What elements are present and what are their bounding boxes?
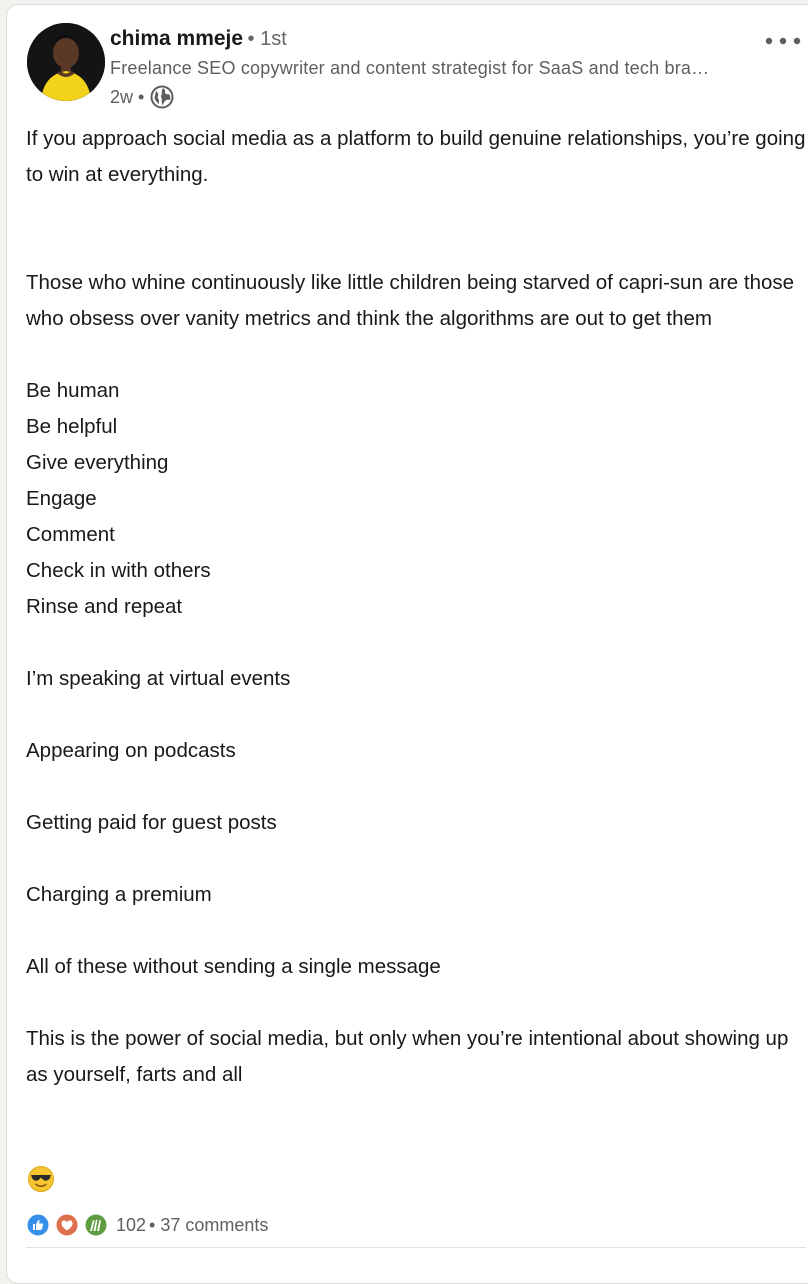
sunglasses-emoji-icon	[27, 1165, 55, 1193]
avatar-photo	[27, 23, 105, 101]
post-paragraph: Those who whine continuously like little children being starved of capri-sun are those who obsess over vanity metrics and think the algorithms are out to get them	[26, 271, 795, 330]
post-card	[6, 4, 808, 1284]
post-line: Getting paid for guest posts	[26, 811, 277, 834]
post-line: Give everything	[26, 451, 169, 474]
post-line: Check in with others	[26, 559, 211, 582]
love-icon	[55, 1213, 79, 1237]
post-line: Be helpful	[26, 415, 118, 438]
author-name[interactable]: chima mmeje	[110, 27, 244, 50]
post-line: Be human	[26, 379, 120, 402]
more-options-icon[interactable]	[763, 29, 803, 53]
post-paragraph: If you approach social media as a platform to build genuine relationships, you’re going to win at everything.	[26, 127, 806, 186]
post-line: Appearing on podcasts	[26, 739, 236, 762]
globe-icon	[150, 85, 174, 109]
social-counts[interactable]	[26, 1211, 268, 1239]
support-icon	[84, 1213, 108, 1237]
post-body	[26, 121, 806, 1093]
post-meta	[110, 83, 174, 111]
post-line: Rinse and repeat	[26, 595, 183, 618]
divider	[26, 1247, 806, 1248]
author-name-line	[110, 27, 287, 57]
post-line: All of these without sending a single message	[26, 955, 441, 978]
author-headline: Freelance SEO copywriter and content strategist for SaaS and tech bra…	[110, 58, 710, 78]
post-line: Charging a premium	[26, 883, 212, 906]
post-paragraph: This is the power of social media, but only when you’re intentional about showing up as yourself, farts and all	[26, 1027, 789, 1086]
author-avatar[interactable]	[27, 23, 105, 101]
like-icon	[26, 1213, 50, 1237]
post-line: Comment	[26, 523, 115, 546]
post-line: I’m speaking at virtual events	[26, 667, 291, 690]
post-line: Engage	[26, 487, 97, 510]
post-time: 2w •	[110, 86, 145, 107]
comments-count[interactable]: • 37 comments	[149, 1214, 269, 1235]
reaction-count[interactable]: 102	[116, 1214, 147, 1235]
connection-degree: • 1st	[247, 28, 287, 50]
